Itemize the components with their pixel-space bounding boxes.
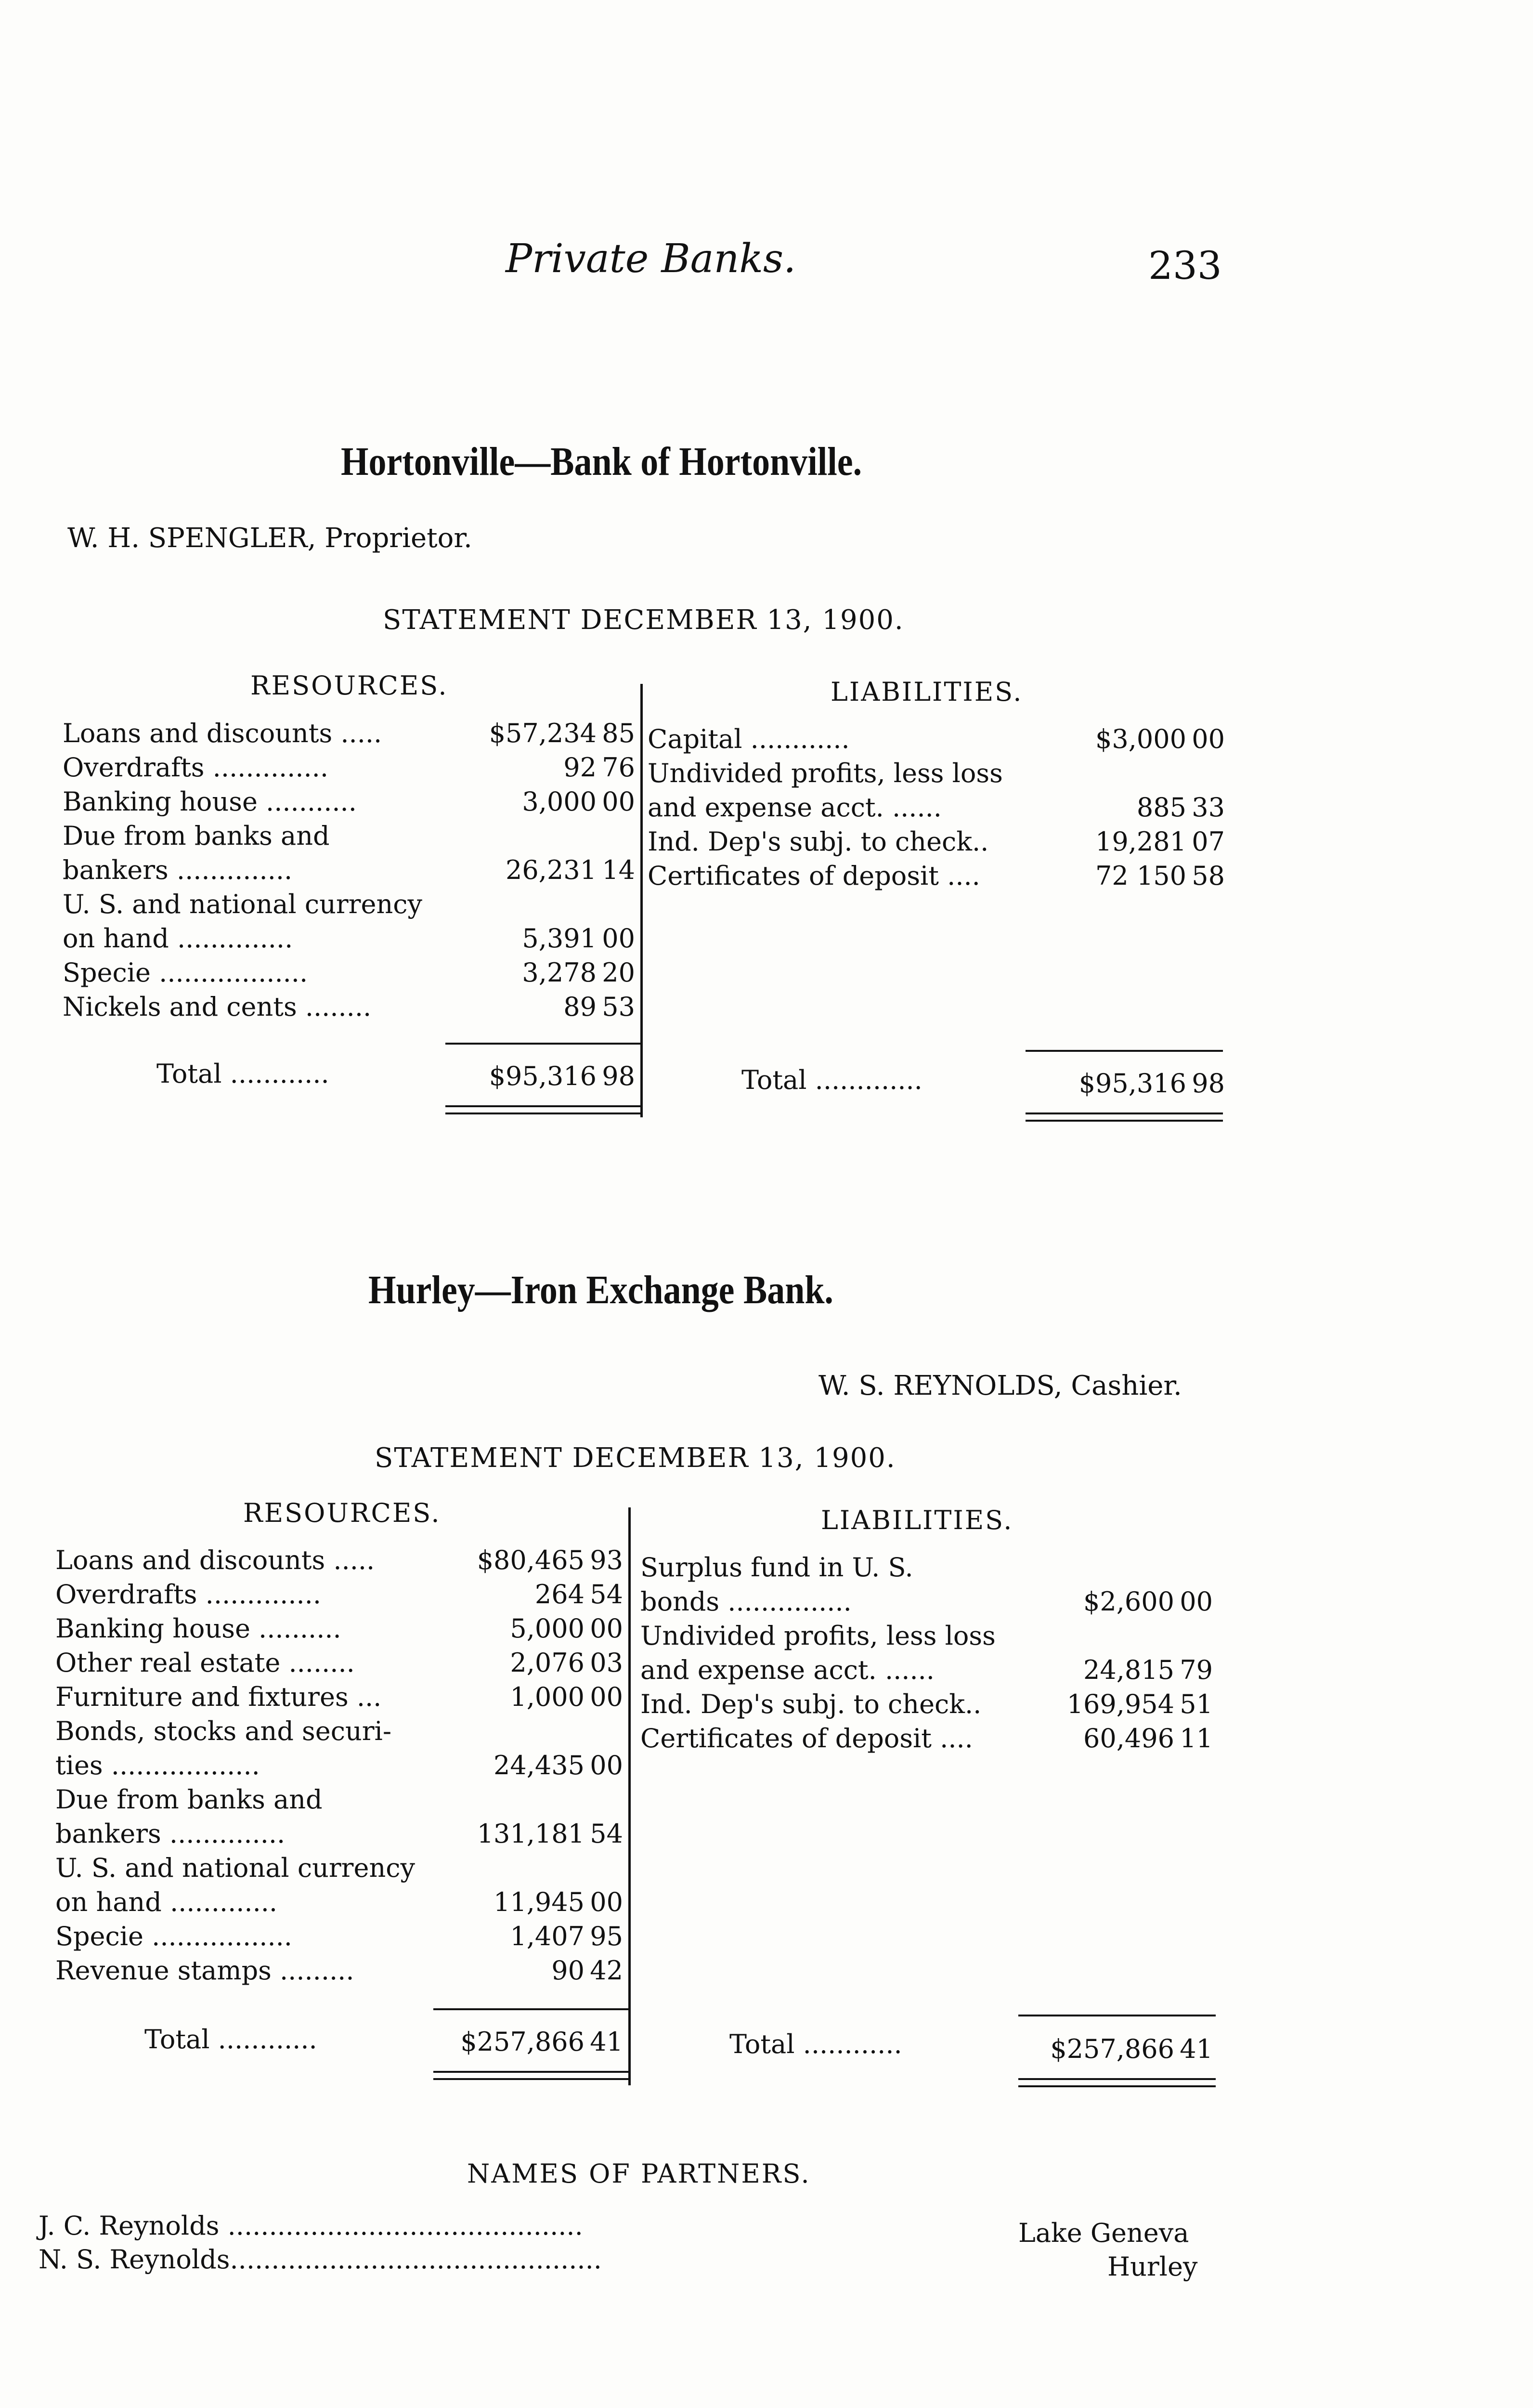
ledger-line-label: Certificates of deposit ....	[640, 1723, 973, 1754]
liabilities-total-amount: $257,866 41	[1050, 2034, 1213, 2064]
resources-total-label: Total ............	[144, 2024, 317, 2055]
ledger-line-label: Due from banks and	[63, 821, 330, 851]
ledger-line-amount: 169,954 51	[1066, 1689, 1213, 1719]
ledger-line-amount: $3,000 00	[1095, 724, 1225, 754]
subtotal-rule	[1026, 1050, 1223, 1052]
bank-officer: W. S. REYNOLDS, Cashier.	[818, 1370, 1182, 1401]
ledger-line-amount: $2,600 00	[1083, 1586, 1213, 1617]
subtotal-rule	[433, 2008, 628, 2010]
ledger-line-label: Specie .................	[55, 1921, 292, 1951]
ledger-line-amount: 131,181 54	[477, 1819, 623, 1849]
ledger-line-label: Banking house ...........	[63, 786, 357, 817]
bank-title: Hurley—Iron Exchange Bank.	[368, 1268, 833, 1312]
ledger-line-amount: 264 54	[534, 1579, 623, 1610]
total-double-rule	[433, 2071, 628, 2073]
ledger-line-label: Revenue stamps .........	[55, 1955, 354, 1986]
resources-heading: RESOURCES.	[243, 1498, 441, 1528]
subtotal-rule	[445, 1043, 640, 1045]
ledger-line-label: and expense acct. ......	[640, 1655, 935, 1685]
ledger-line-amount: 2,076 03	[510, 1648, 623, 1678]
liabilities-total-amount: $95,316 98	[1078, 1068, 1225, 1099]
subtotal-rule	[1018, 2015, 1216, 2016]
running-title: Private Banks.	[506, 236, 796, 282]
ledger-line-amount: 1,407 95	[510, 1921, 623, 1951]
ledger-line-amount: 19,281 07	[1095, 826, 1225, 857]
total-double-rule	[445, 1112, 640, 1114]
ledger-line-label: U. S. and national currency	[55, 1853, 415, 1883]
statement-date: STATEMENT DECEMBER 13, 1900.	[375, 1442, 896, 1474]
ledger-line-label: Nickels and cents ........	[63, 992, 372, 1022]
ledger-line-amount: 26,231 14	[506, 855, 635, 885]
resources-total-amount: $95,316 98	[489, 1061, 635, 1091]
ledger-line-amount: 90 42	[551, 1955, 623, 1986]
partner-name: J. C. Reynolds ...........................................	[39, 2211, 583, 2241]
ledger-line-amount: $80,465 93	[477, 1545, 623, 1575]
total-double-rule	[445, 1105, 640, 1107]
ledger-line-amount: 72 150 58	[1095, 861, 1225, 891]
ledger-line-label: Furniture and fixtures ...	[55, 1682, 382, 1712]
liabilities-total-label: Total .............	[741, 1065, 922, 1095]
ledger-line-label: Overdrafts ..............	[63, 752, 328, 783]
total-double-rule	[1026, 1120, 1223, 1122]
ledger-line-label: Undivided profits, less loss	[648, 758, 1003, 788]
liabilities-heading: LIABILITIES.	[821, 1505, 1013, 1535]
ledger-line-amount: 89 53	[563, 992, 635, 1022]
ledger-line-label: Due from banks and	[55, 1784, 323, 1815]
resources-total-amount: $257,866 41	[460, 2027, 623, 2057]
ledger-line-label: bankers ..............	[63, 855, 293, 885]
ledger-line-amount: 885 33	[1136, 792, 1225, 823]
ledger-line-amount: $57,234 85	[489, 718, 635, 748]
ledger-line-amount: 3,000 00	[522, 786, 635, 817]
total-double-rule	[1026, 1112, 1223, 1114]
ledger-line-label: Loans and discounts .....	[63, 718, 382, 748]
partner-name: N. S. Reynolds.............................................	[39, 2244, 602, 2275]
ledger-line-label: and expense acct. ......	[648, 792, 942, 823]
ledger-line-amount: 3,278 20	[522, 957, 635, 988]
ledger-line-amount: 5,000 00	[510, 1613, 623, 1644]
ledger-line-label: bonds ...............	[640, 1586, 852, 1617]
bank-title: Hortonville—Bank of Hortonville.	[341, 439, 862, 484]
ledger-line-label: bankers ..............	[55, 1819, 286, 1849]
ledger-line-label: Surplus fund in U. S.	[640, 1552, 913, 1583]
ledger-line-amount: 5,391 00	[522, 923, 635, 954]
ledger-line-label: Banking house ..........	[55, 1613, 341, 1644]
liabilities-heading: LIABILITIES.	[831, 677, 1023, 707]
ledger-line-amount: 11,945 00	[494, 1887, 623, 1917]
ledger-line-amount: 24,435 00	[494, 1750, 623, 1780]
ledger-line-amount: 60,496 11	[1083, 1723, 1213, 1754]
ledger-line-label: Overdrafts ..............	[55, 1579, 321, 1610]
ledger-line-label: on hand ..............	[63, 923, 293, 954]
partners-heading: NAMES OF PARTNERS.	[467, 2159, 811, 2189]
ledger-line-label: Specie ..................	[63, 957, 308, 988]
total-double-rule	[433, 2078, 628, 2080]
ledger-line-label: Certificates of deposit ....	[648, 861, 980, 891]
ledger-line-amount: 1,000 00	[510, 1682, 623, 1712]
ledger-line-label: Bonds, stocks and securi-	[55, 1716, 392, 1746]
ledger-line-label: Capital ............	[648, 724, 850, 754]
ledger-line-label: Ind. Dep's subj. to check..	[640, 1689, 982, 1719]
resources-total-label: Total ............	[156, 1059, 329, 1089]
ledger-line-label: U. S. and national currency	[63, 889, 422, 919]
liabilities-total-label: Total ............	[729, 2029, 902, 2059]
column-divider	[628, 1507, 631, 2085]
ledger-line-label: on hand .............	[55, 1887, 278, 1917]
ledger-line-label: ties ..................	[55, 1750, 260, 1780]
ledger-line-label: Ind. Dep's subj. to check..	[648, 826, 989, 857]
bank-officer: W. H. SPENGLER, Proprietor.	[67, 523, 472, 554]
total-double-rule	[1018, 2078, 1216, 2080]
column-divider	[640, 684, 643, 1117]
statement-date: STATEMENT DECEMBER 13, 1900.	[383, 604, 904, 636]
ledger-line-amount: 92 76	[563, 752, 635, 783]
ledger-line-amount: 24,815 79	[1083, 1655, 1213, 1685]
resources-heading: RESOURCES.	[250, 670, 448, 701]
partner-town: Lake Geneva	[1018, 2218, 1189, 2248]
ledger-line-label: Loans and discounts .....	[55, 1545, 375, 1575]
ledger-line-label: Other real estate ........	[55, 1648, 355, 1678]
partner-town: Hurley	[1107, 2251, 1198, 2282]
total-double-rule	[1018, 2085, 1216, 2087]
page-number: 233	[1148, 243, 1222, 288]
ledger-line-label: Undivided profits, less loss	[640, 1621, 996, 1651]
